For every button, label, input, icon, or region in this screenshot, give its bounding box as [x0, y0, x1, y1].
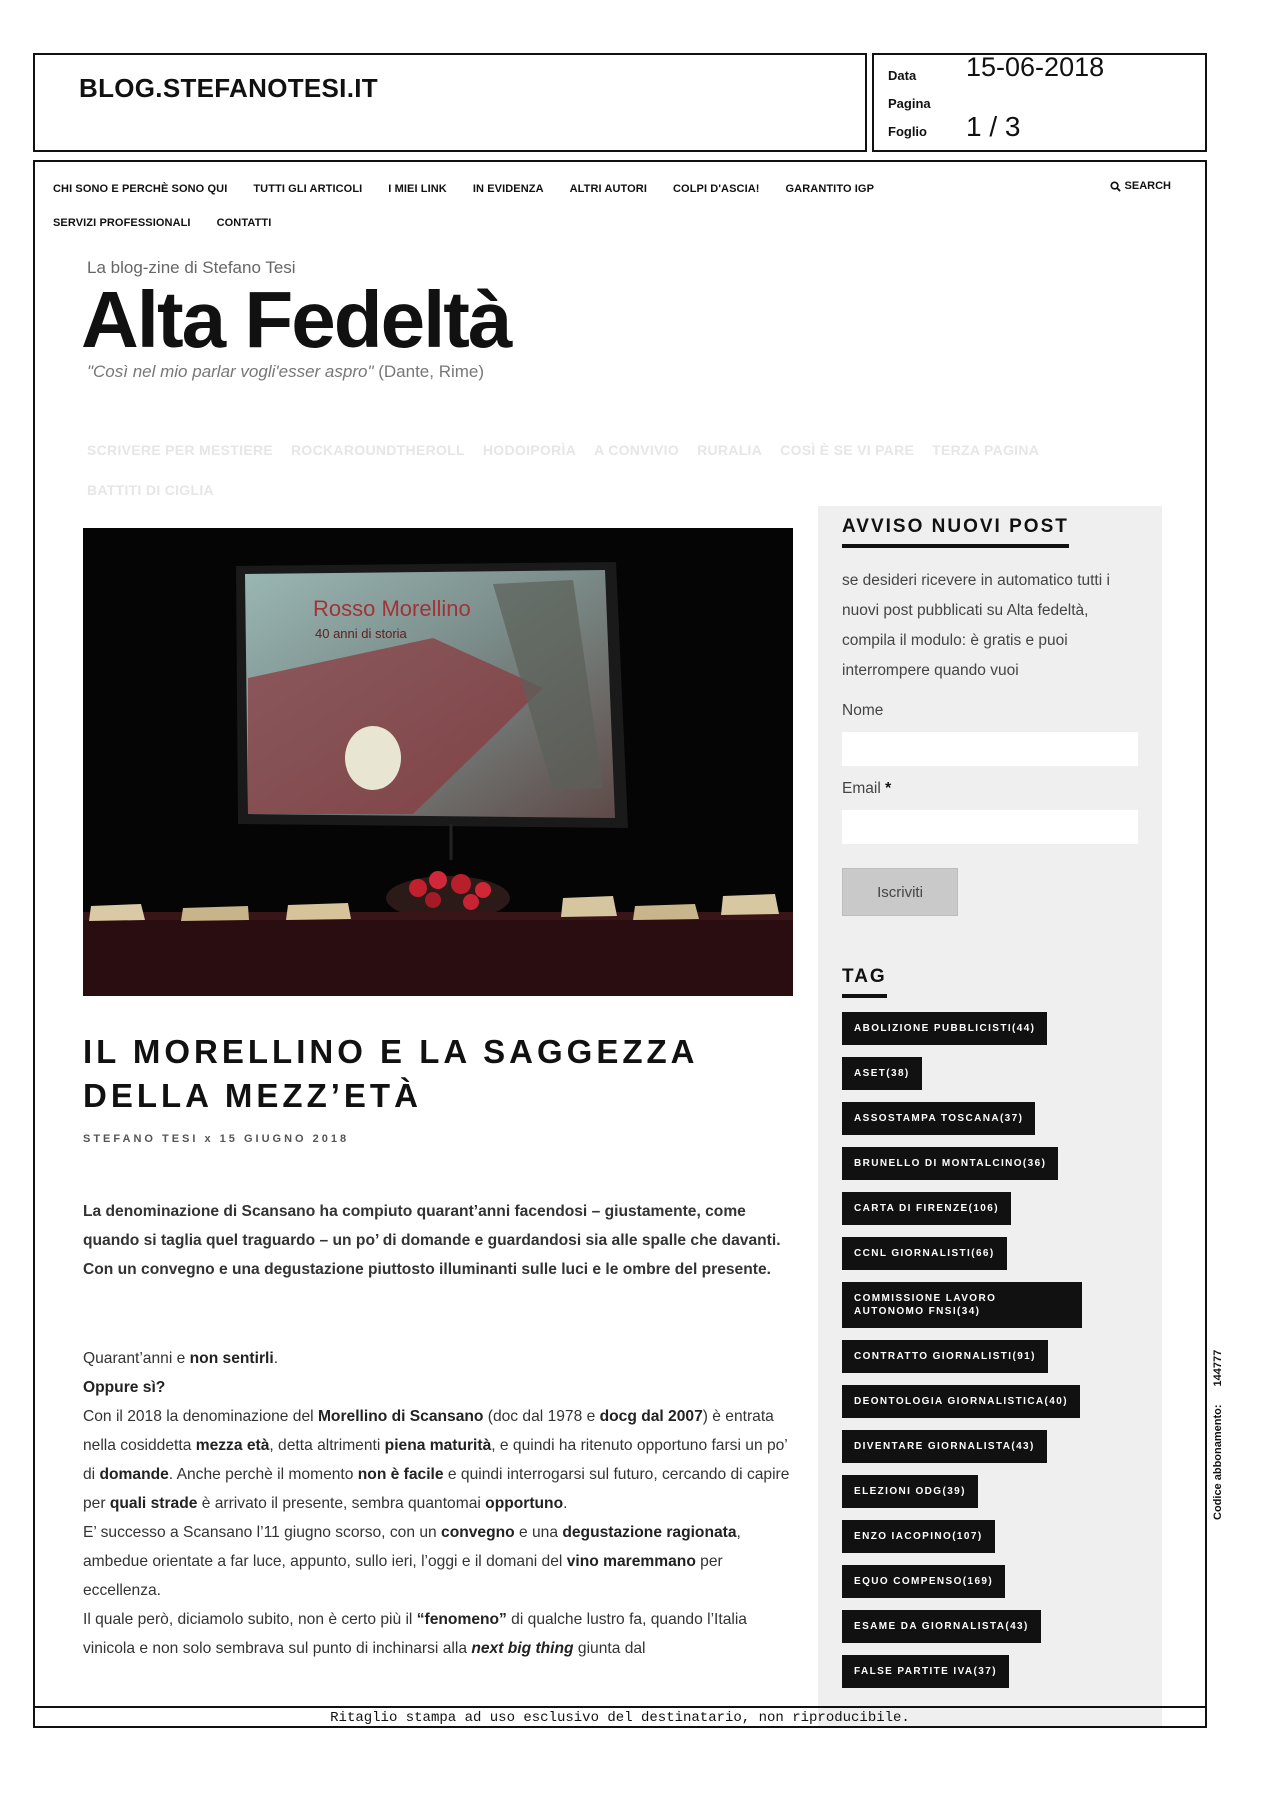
nav-link-tutti-articoli[interactable]: TUTTI GLI ARTICOLI	[253, 183, 363, 195]
tag-link[interactable]: ESAME DA GIORNALISTA(43)	[842, 1610, 1041, 1643]
clipping-header-meta	[872, 53, 1207, 152]
page-label: Pagina	[888, 96, 931, 111]
name-field-label: Nome	[842, 702, 884, 719]
text-run-bold: convegno	[441, 1524, 515, 1541]
article-lead: La denominazione di Scansano ha compiuto quarant’anni facendosi – giustamente, come quando si taglia quel traguardo – un po’ di domande e guardandosi sia alle spalle che davanti. Con un convegno e una degustazione piuttosto illuminanti sulle luci e le ombre del presente.	[83, 1203, 781, 1278]
category-link[interactable]: A CONVIVIO	[594, 442, 680, 458]
text-run-bold: domande	[99, 1466, 169, 1483]
article-body	[83, 1344, 795, 1663]
required-mark: *	[885, 780, 892, 797]
category-link[interactable]: ROCKAROUNDTHEROLL	[291, 442, 465, 458]
blog-tagline: La blog-zine di Stefano Tesi	[87, 258, 296, 277]
clipping-site-name: BLOG.STEFANOTESI.IT	[79, 73, 378, 103]
category-link[interactable]: BATTITI DI CIGLIA	[87, 482, 214, 498]
text-run: Il quale però, diciamolo subito, non è certo più il	[83, 1611, 417, 1628]
tag-link[interactable]: CCNL GIORNALISTI(66)	[842, 1237, 1007, 1270]
text-run-bold: Oppure sì?	[83, 1379, 166, 1396]
category-link[interactable]: SCRIVERE PER MESTIERE	[87, 442, 274, 458]
subscription-code-value: 144777	[1212, 1349, 1224, 1387]
motto-source: (Dante, Rime)	[373, 362, 485, 381]
category-nav-row-1	[87, 430, 1107, 470]
text-run: giunta dal	[573, 1640, 646, 1657]
tag-link[interactable]: FALSE PARTITE IVA(37)	[842, 1655, 1009, 1688]
category-nav-row-2	[87, 470, 1107, 510]
top-nav-row-2	[53, 206, 1183, 240]
body-paragraph	[83, 1518, 795, 1605]
email-field-label	[842, 780, 891, 798]
text-run: , ambedue orientate a far luce, appunto, sullo ieri, l’oggi e il domani del	[83, 1524, 741, 1570]
tag-link[interactable]: ENZO IACOPINO(107)	[842, 1520, 995, 1553]
tag-link[interactable]: CONTRATTO GIORNALISTI(91)	[842, 1340, 1048, 1373]
text-run-bold: Morellino di Scansano	[317, 1408, 484, 1425]
tag-link[interactable]: ELEZIONI ODG(39)	[842, 1475, 978, 1508]
text-run: e una	[514, 1524, 563, 1541]
blog-title[interactable]: Alta Fedeltà	[81, 275, 511, 364]
text-run: Con il 2018 la denominazione del	[83, 1408, 318, 1425]
tag-widget-title: TAG	[842, 966, 887, 998]
subscription-code-label: Codice abbonamento:	[1212, 1404, 1224, 1520]
tag-link[interactable]: DEONTOLOGIA GIORNALISTICA(40)	[842, 1385, 1080, 1418]
tag-link[interactable]: ABOLIZIONE PUBBLICISTI(44)	[842, 1012, 1047, 1045]
date-label: Data	[888, 68, 917, 83]
text-run-bold: degustazione ragionata	[562, 1524, 737, 1541]
category-navigation	[87, 430, 1107, 510]
top-navigation	[53, 172, 1183, 240]
text-run: di qualche lustro fa, quando l’Italia vinicola e non solo sembrava sul punto di inchinarsi alla	[83, 1611, 747, 1657]
text-run: , e quindi ha ritenuto opportuno farsi un po’ di	[83, 1437, 788, 1483]
text-run-bold: piena maturità	[384, 1437, 492, 1454]
tag-link[interactable]: DIVENTARE GIORNALISTA(43)	[842, 1430, 1047, 1463]
nav-link-miei-link[interactable]: I MIEI LINK	[388, 183, 447, 195]
tag-link[interactable]: ASSOSTAMPA TOSCANA(37)	[842, 1102, 1035, 1135]
webpage-capture	[33, 160, 1207, 1728]
subscribe-button[interactable]: Iscriviti	[842, 868, 958, 916]
text-run: .	[273, 1350, 279, 1367]
text-run-bold: opportuno	[485, 1495, 564, 1512]
nav-link-chi-sono[interactable]: CHI SONO E PERCHÈ SONO QUI	[53, 183, 228, 195]
tag-link[interactable]: CARTA DI FIRENZE(106)	[842, 1192, 1011, 1225]
text-run-bold: “fenomeno”	[416, 1611, 507, 1628]
body-paragraph	[83, 1402, 795, 1518]
search-label: SEARCH	[1124, 180, 1171, 192]
body-paragraph	[83, 1373, 795, 1402]
text-run-bold: non sentirli	[189, 1350, 274, 1367]
search-button[interactable]	[1110, 180, 1171, 192]
body-paragraph	[83, 1344, 795, 1373]
text-run: ) è entrata nella cosiddetta	[83, 1408, 774, 1454]
text-run-bold: quali strade	[109, 1495, 198, 1512]
text-run-bold: vino maremmano	[566, 1553, 696, 1570]
tag-link[interactable]: ASET(38)	[842, 1057, 922, 1090]
clipping-footer-notice: Ritaglio stampa ad uso esclusivo del destinatario, non riproducibile.	[33, 1706, 1207, 1730]
category-link[interactable]: COSÌ È SE VI PARE	[780, 442, 915, 458]
nav-link-altri-autori[interactable]: ALTRI AUTORI	[569, 183, 648, 195]
email-field[interactable]	[842, 810, 1138, 844]
slide-subtitle: 40 anni di storia	[315, 626, 407, 641]
clipping-header-source	[33, 53, 867, 152]
text-run: per eccellenza.	[83, 1553, 723, 1599]
tag-link[interactable]: EQUO COMPENSO(169)	[842, 1565, 1005, 1598]
category-link[interactable]: HODOIPORÌA	[482, 442, 577, 458]
date-value: 15-06-2018	[966, 52, 1105, 82]
nav-link-colpi-ascia[interactable]: COLPI D'ASCIA!	[673, 183, 760, 195]
nav-link-in-evidenza[interactable]: IN EVIDENZA	[472, 183, 544, 195]
nav-link-servizi[interactable]: SERVIZI PROFESSIONALI	[53, 217, 191, 229]
text-run: , detta altrimenti	[269, 1437, 385, 1454]
top-nav-row-1	[53, 172, 1183, 206]
text-run-italic: next big thing	[471, 1640, 574, 1657]
text-run: (doc dal 1978 e	[483, 1408, 600, 1425]
body-paragraph	[83, 1605, 795, 1663]
text-run-bold: docg dal 2007	[599, 1408, 703, 1425]
subscription-code	[1212, 1310, 1232, 1520]
sheet-label: Foglio	[888, 124, 927, 139]
text-run: e quindi interrogarsi sul futuro, cercando di capire per	[83, 1466, 790, 1512]
text-run: Quarant’anni e	[83, 1350, 190, 1367]
text-run: . Anche perchè il momento	[168, 1466, 358, 1483]
tag-link[interactable]: BRUNELLO DI MONTALCINO(36)	[842, 1147, 1058, 1180]
category-link[interactable]: TERZA PAGINA	[932, 442, 1040, 458]
text-run: è arrivato il presente, sembra quantomai	[197, 1495, 486, 1512]
newsletter-description: se desideri ricevere in automatico tutti i nuovi post pubblicati su Alta fedeltà, compila il modulo: è gratis e puoi interrompere quando vuoi	[842, 572, 1110, 679]
text-run: .	[563, 1495, 568, 1512]
text-run-bold: non è facile	[357, 1466, 444, 1483]
nav-link-garantito-igp[interactable]: GARANTITO IGP	[785, 183, 875, 195]
category-link[interactable]: RURALIA	[697, 442, 763, 458]
article-title[interactable]: IL MORELLINO E LA SAGGEZZA DELLA MEZZ’ETÀ	[83, 1033, 698, 1114]
name-field[interactable]	[842, 732, 1138, 766]
featured-image[interactable]	[83, 528, 793, 996]
sidebar	[818, 506, 1162, 1728]
text-run: E’ successo a Scansano l’11 giugno scorso, con un	[83, 1524, 442, 1541]
text-run-bold: mezza età	[195, 1437, 270, 1454]
article-byline: STEFANO TESI x 15 GIUGNO 2018	[83, 1133, 350, 1145]
newsletter-widget-title: AVVISO NUOVI POST	[842, 516, 1069, 548]
search-icon	[1110, 181, 1121, 192]
slide-title: Rosso Morellino	[313, 596, 471, 621]
motto-quote: "Così nel mio parlar vogli'esser aspro"	[87, 362, 374, 381]
tag-link[interactable]: COMMISSIONE LAVORO AUTONOMO FNSI(34)	[842, 1282, 1082, 1328]
nav-link-contatti[interactable]: CONTATTI	[216, 217, 272, 229]
tag-cloud	[842, 1012, 1142, 1700]
blog-motto	[87, 362, 484, 382]
sheet-value: 1 / 3	[966, 111, 1021, 142]
conference-photo	[83, 528, 793, 996]
email-label-text: Email	[842, 780, 881, 797]
